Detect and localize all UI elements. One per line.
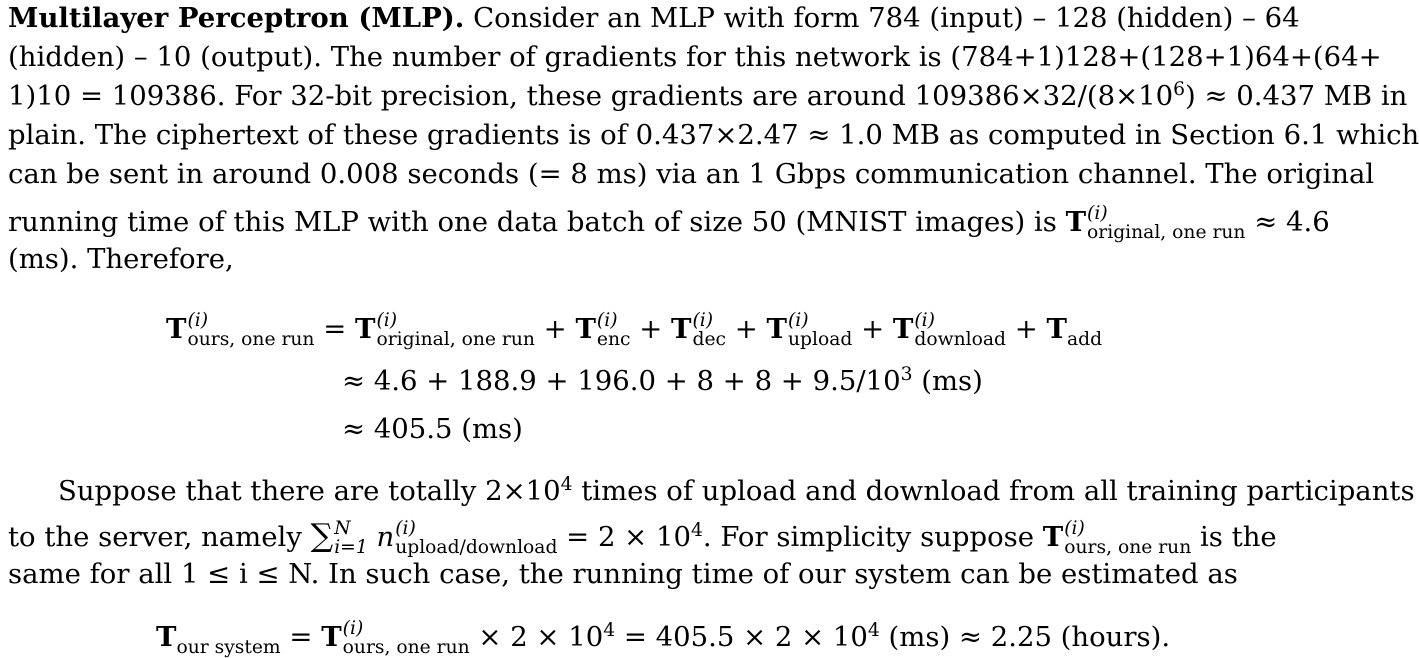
subscript-add: add <box>1066 328 1103 350</box>
math-T: T <box>766 313 788 346</box>
superscript-i: (i) <box>342 618 364 639</box>
equation1-row1 <box>166 312 1102 349</box>
paragraph2-text1a: Suppose that there are totally 2×10 <box>58 475 561 507</box>
equals-sign: = <box>289 621 313 654</box>
paragraph1-line6 <box>8 205 1330 242</box>
math-T: T <box>355 313 376 346</box>
paragraph1-line5 <box>8 158 1375 190</box>
equation2-text-c: (ms) ≈ 2.25 (hours). <box>879 621 1171 654</box>
paragraph2-text2b: = 2 × 10 <box>566 521 691 554</box>
superscript-i: (i) <box>914 310 935 331</box>
equation1-row3 <box>342 413 523 445</box>
paragraph1-text1: Consider an MLP with form 784 (input) – 128 (hidden) – 64 <box>473 2 1300 34</box>
paragraph1-text3a: 1)10 = 109386. For 32-bit precision, these gradients are around 109386×32/(8×10 <box>8 80 1174 112</box>
paragraph2-line2 <box>8 520 1277 557</box>
equation1-row2 <box>342 363 983 397</box>
paragraph1-text4: plain. The ciphertext of these gradients is of 0.437×2.47 ≈ 1.0 MB as computed in Section 6.1 which <box>8 119 1419 151</box>
paragraph1-text3b: ) ≈ 0.437 MB in <box>1185 80 1408 112</box>
paragraph1-text5: can be sent in around 0.008 seconds (= 8 ms) via an 1 Gbps communication channel. The original <box>8 158 1375 190</box>
section-title: Multilayer Perceptron (MLP). <box>8 2 465 34</box>
plus-sign: + <box>861 313 885 346</box>
subscript-original: original, one run <box>376 328 535 350</box>
subscript-original: original, one run <box>1087 221 1246 243</box>
equation2-text-a: × 2 × 10 <box>478 621 604 654</box>
exponent: 4 <box>690 519 703 541</box>
math-T: T <box>1065 206 1087 239</box>
plus-sign: + <box>543 313 567 346</box>
superscript-i: (i) <box>187 310 209 331</box>
plus-sign: + <box>639 313 663 346</box>
subscript-download: download <box>914 328 1006 350</box>
paragraph1-text6a: running time of this MLP with one data batch of size 50 (MNIST images) is <box>8 206 1057 239</box>
subscript-upload: upload <box>788 328 853 350</box>
subscript-upload-download: upload/download <box>395 536 558 558</box>
superscript-i: (i) <box>596 310 618 331</box>
exponent: 4 <box>867 619 880 641</box>
math-T: T <box>575 313 596 346</box>
paragraph2-text2d: is the <box>1200 521 1277 554</box>
equals-sign: = <box>323 313 347 346</box>
math-n: n <box>376 521 395 554</box>
math-T: T <box>671 313 692 346</box>
math-T: T <box>156 621 177 654</box>
superscript-i: (i) <box>788 310 809 331</box>
plus-sign: + <box>1014 313 1038 346</box>
paragraph1-line2 <box>8 41 1382 73</box>
superscript-i: (i) <box>1064 518 1085 539</box>
paragraph1-line4 <box>8 119 1419 151</box>
paragraph2-text2c: . For simplicity suppose <box>702 521 1035 554</box>
equation1-row2-unit: (ms) <box>912 365 983 397</box>
sum-upper-limit: N <box>334 518 351 539</box>
paragraph2-text3: same for all 1 ≤ i ≤ N. In such case, the running time of our system can be estimated as <box>8 558 1238 590</box>
paragraph1-text7: (ms). Therefore, <box>8 243 234 275</box>
paragraph1-line3 <box>8 78 1408 112</box>
sum-lower-limit: i=1 <box>334 536 368 558</box>
paragraph2-line3 <box>8 558 1238 590</box>
exponent: 4 <box>603 619 616 641</box>
math-T: T <box>1042 521 1064 554</box>
superscript-i: (i) <box>692 310 714 331</box>
math-T: T <box>892 313 914 346</box>
subscript-ours: ours, one run <box>1064 536 1192 558</box>
superscript-i: (i) <box>395 518 416 539</box>
paragraph2-line1 <box>58 473 1415 507</box>
paragraph2-text2a: to the server, namely <box>8 521 302 554</box>
math-T: T <box>166 313 187 346</box>
math-T: T <box>321 621 342 654</box>
equation2-text-b: = 405.5 × 2 × 10 <box>615 621 868 654</box>
paragraph1-text6b: ≈ 4.6 <box>1254 206 1330 239</box>
math-T: T <box>1046 313 1067 346</box>
paragraph1-line1 <box>8 2 1300 34</box>
subscript-dec: dec <box>692 328 726 350</box>
summation-symbol: ∑ <box>310 518 334 555</box>
exponent: 6 <box>1173 78 1186 100</box>
exponent: 4 <box>560 473 573 495</box>
equation1-row3-text: ≈ 405.5 (ms) <box>342 413 523 445</box>
superscript-i: (i) <box>376 310 398 331</box>
exponent: 3 <box>900 363 913 385</box>
paragraph2-text1b: times of upload and download from all training participants <box>572 475 1415 507</box>
equation2 <box>156 620 1170 657</box>
equation1-row2-text: ≈ 4.6 + 188.9 + 196.0 + 8 + 8 + 9.5/10 <box>342 365 901 397</box>
plus-sign: + <box>734 313 758 346</box>
subscript-enc: enc <box>596 328 631 350</box>
subscript-ours: ours, one run <box>187 328 315 350</box>
superscript-i: (i) <box>1087 203 1108 224</box>
paragraph1-line7 <box>8 243 234 275</box>
paragraph1-text2: (hidden) – 10 (output). The number of gradients for this network is (784+1)128+(128+1)64+(64+ <box>8 41 1382 73</box>
subscript-our-system: our system <box>176 636 281 658</box>
subscript-ours: ours, one run <box>342 636 470 658</box>
